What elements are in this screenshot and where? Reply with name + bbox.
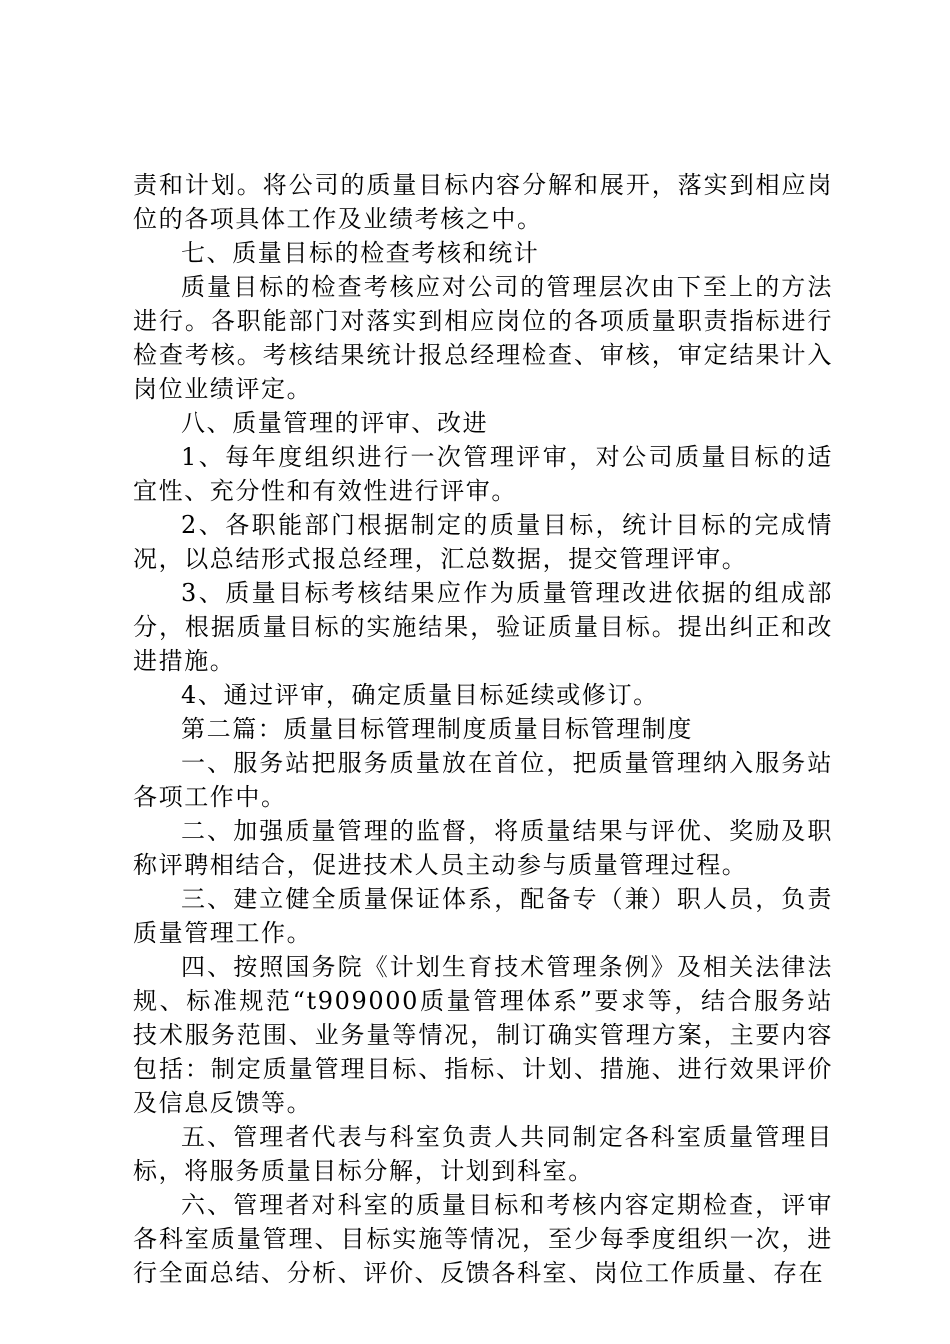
clause-3: 三、建立健全质量保证体系，配备专（兼）职人员，负责质量管理工作。 bbox=[133, 885, 833, 947]
clause-1: 一、服务站把服务质量放在首位，把质量管理纳入服务站各项工作中。 bbox=[133, 749, 833, 811]
chapter-heading-2: 第二篇：质量目标管理制度质量目标管理制度 bbox=[181, 715, 693, 743]
clause-5: 五、管理者代表与科室负责人共同制定各科室质量管理目标，将服务质量目标分解，计划到科室。 bbox=[133, 1123, 833, 1185]
clause-2: 二、加强质量管理的监督，将质量结果与评优、奖励及职称评聘相结合，促进技术人员主动参与质量管理过程。 bbox=[133, 817, 833, 879]
list-item-4: 4、通过评审，确定质量目标延续或修订。 bbox=[181, 681, 659, 709]
list-item-1: 1、每年度组织进行一次管理评审，对公司质量目标的适宜性、充分性和有效性进行评审。 bbox=[133, 443, 833, 505]
paragraph-continuation: 责和计划。将公司的质量目标内容分解和展开，落实到相应岗位的各项具体工作及业绩考核之中。 bbox=[133, 171, 833, 233]
section-heading-7: 七、质量目标的检查考核和统计 bbox=[181, 239, 540, 267]
list-item-2: 2、各职能部门根据制定的质量目标，统计目标的完成情况，以总结形式报总经理，汇总数据，提交管理评审。 bbox=[133, 511, 833, 573]
document-body bbox=[133, 168, 833, 1290]
clause-6: 六、管理者对科室的质量目标和考核内容定期检查，评审各科室质量管理、目标实施等情况，至少每季度组织一次，进行全面总结、分析、评价、反馈各科室、岗位工作质量、存在 bbox=[133, 1191, 833, 1287]
section-heading-8: 八、质量管理的评审、改进 bbox=[181, 409, 489, 437]
list-item-3: 3、质量目标考核结果应作为质量管理改进依据的组成部分，根据质量目标的实施结果，验证质量目标。提出纠正和改进措施。 bbox=[133, 579, 833, 675]
paragraph-section-7: 质量目标的检查考核应对公司的管理层次由下至上的方法进行。各职能部门对落实到相应岗位的各项质量职责指标进行检查考核。考核结果统计报总经理检查、审核，审定结果计入岗位业绩评定。 bbox=[133, 273, 833, 403]
clause-4: 四、按照国务院《计划生育技术管理条例》及相关法律法规、标准规范“t909000质量管理体系”要求等，结合服务站技术服务范围、业务量等情况，制订确实管理方案，主要内容包括：制定质量管理目标、指标、计划、措施、进行效果评价及信息反馈等。 bbox=[133, 953, 833, 1117]
